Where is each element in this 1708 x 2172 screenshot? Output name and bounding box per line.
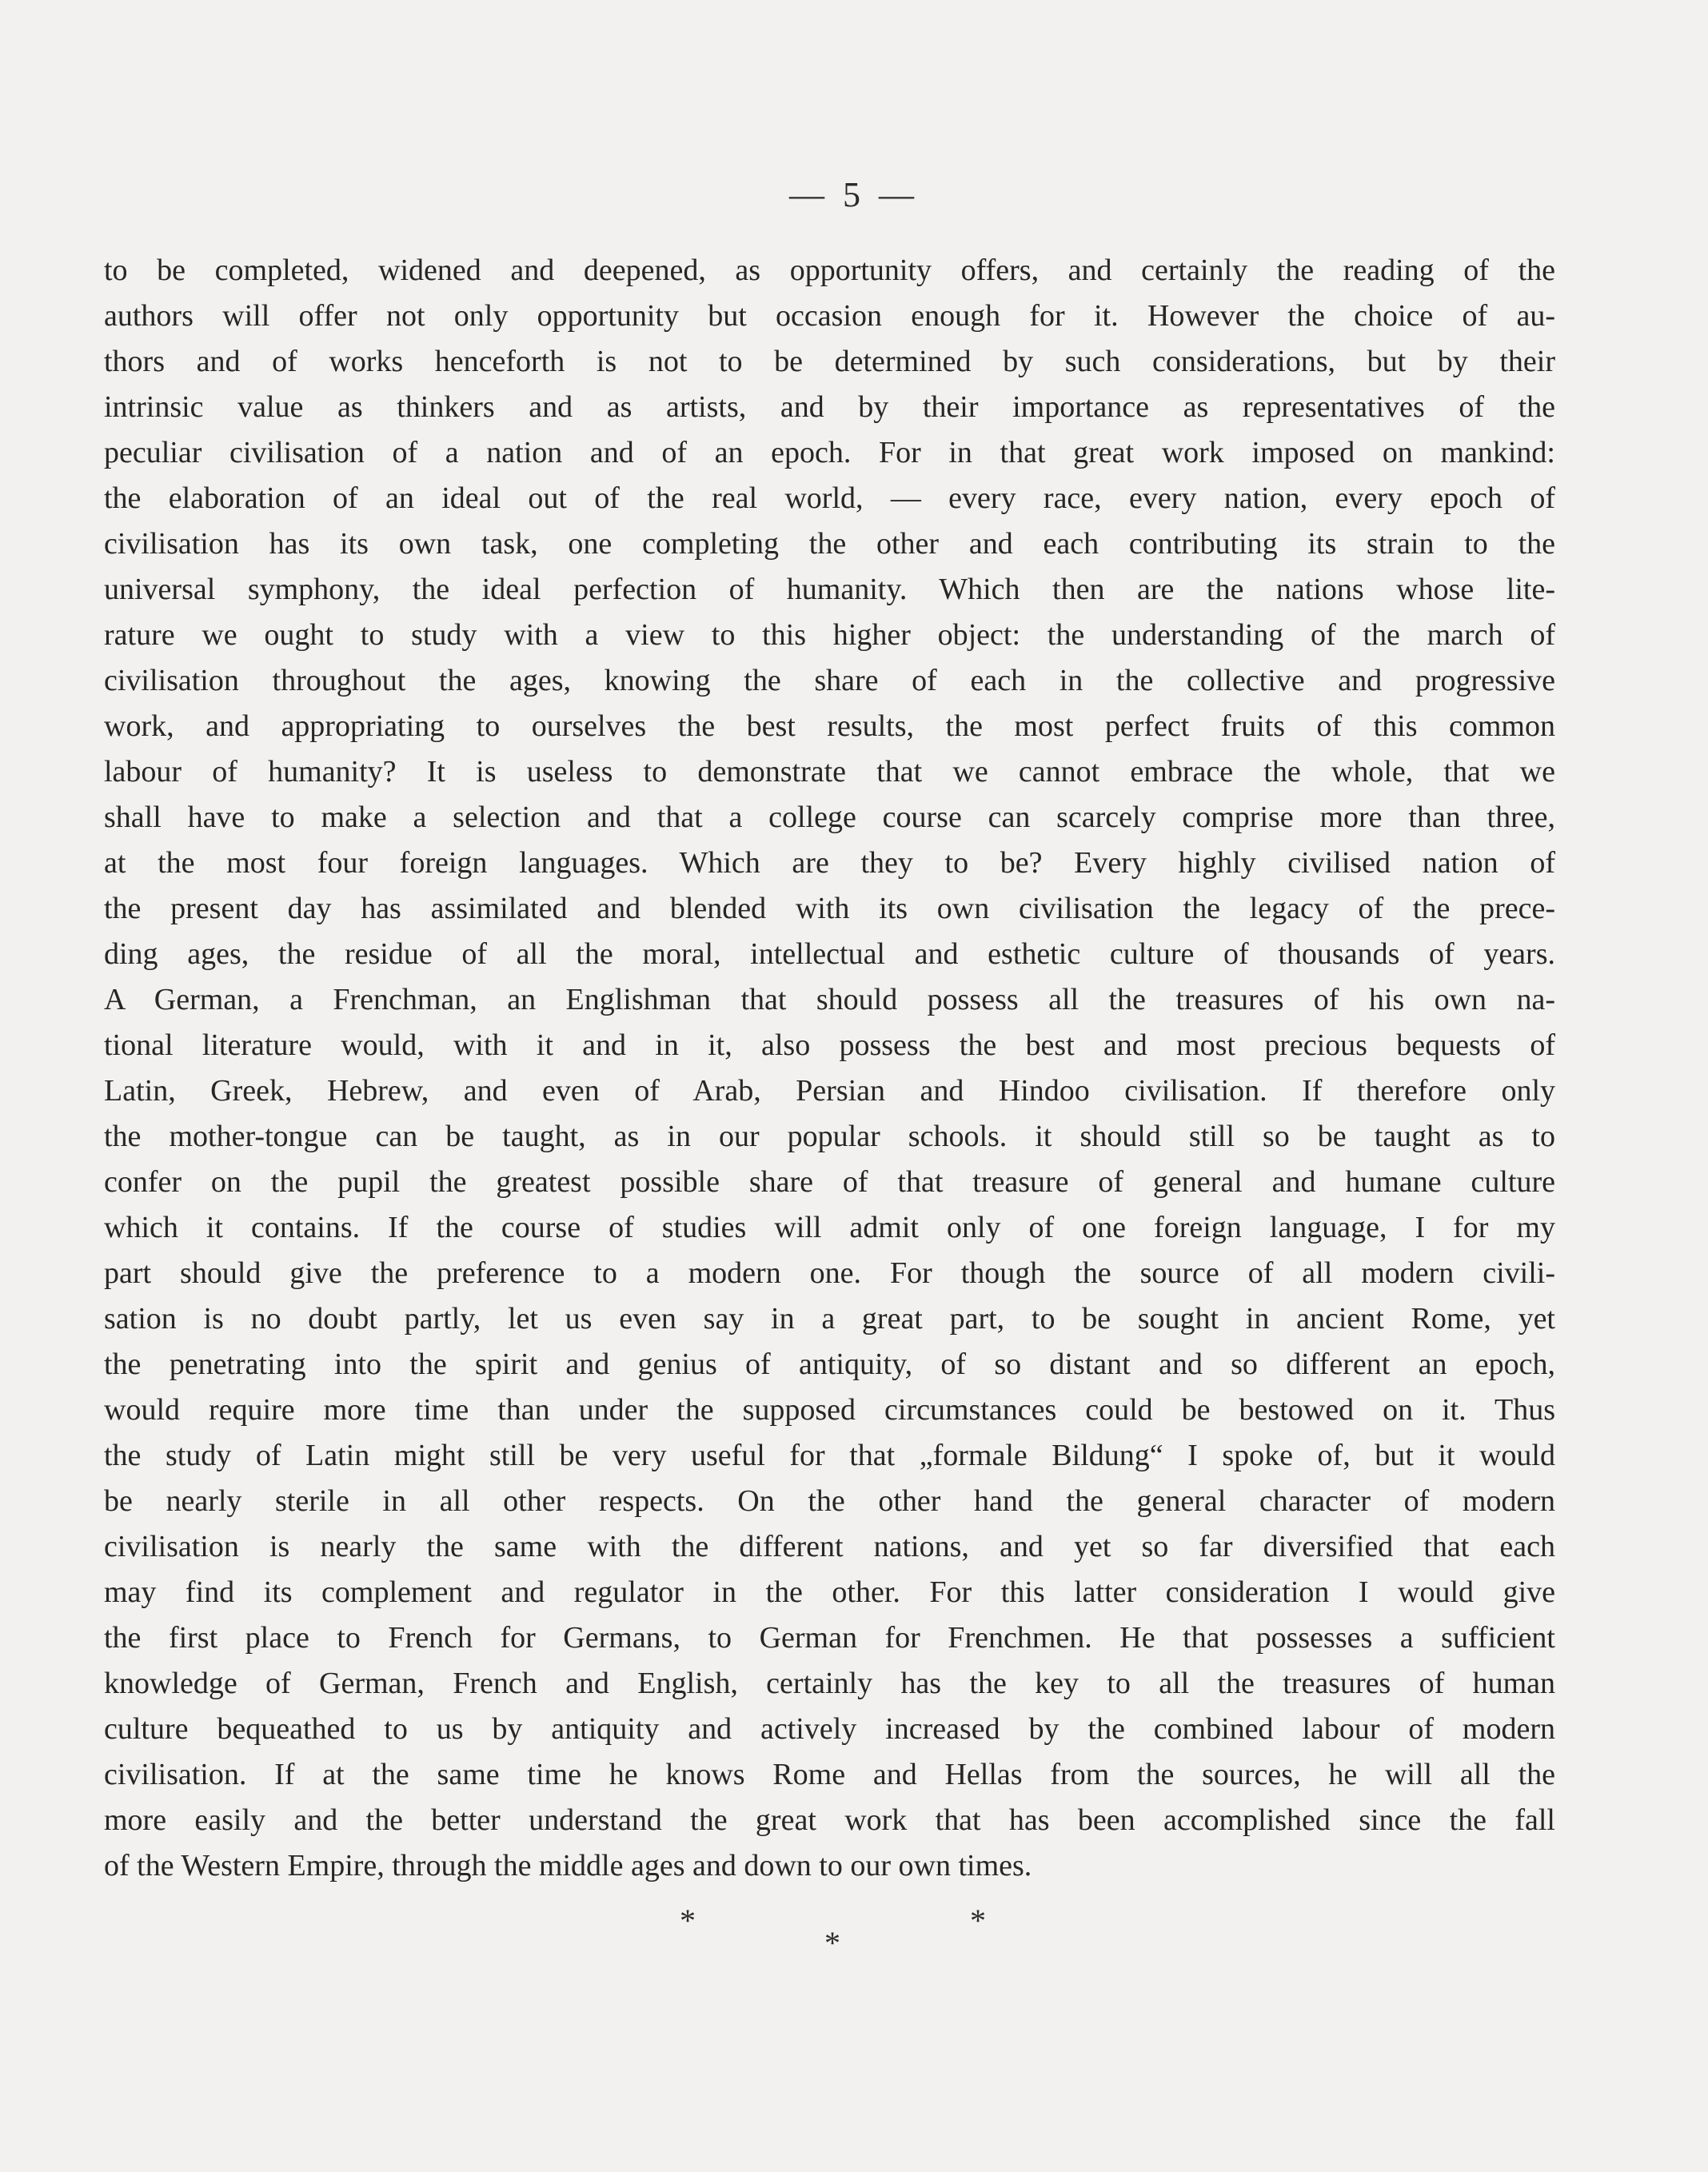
asterisk-right: * <box>970 1902 986 1938</box>
text-line: confer on the pupil the greatest possible share of that treasure of general and humane culture <box>104 1165 1555 1199</box>
text-line: A German, a Frenchman, an Englishman that should possess all the treasures of his own na- <box>104 983 1555 1016</box>
asterisk-middle: * <box>824 1925 840 1961</box>
text-line: work, and appropriating to ourselves the best results, the most perfect fruits of this common <box>104 709 1555 743</box>
text-line: civilisation has its own task, one completing the other and each contributing its strain to the <box>104 527 1555 561</box>
text-line: shall have to make a selection and that a college course can scarcely comprise more than three, <box>104 801 1555 834</box>
text-line: the mother-tongue can be taught, as in our popular schools. it should still so be taught as to <box>104 1120 1555 1153</box>
text-line: authors will offer not only opportunity but occasion enough for it. However the choice of au- <box>104 299 1555 333</box>
asterisk-left: * <box>680 1902 696 1938</box>
text-line: civilisation is nearly the same with the different nations, and yet so far diversified that each <box>104 1530 1555 1563</box>
text-line: tional literature would, with it and in it, also possess the best and most precious bequests of <box>104 1028 1555 1062</box>
text-line: sation is no doubt partly, let us even say in a great part, to be sought in ancient Rome, yet <box>104 1302 1555 1336</box>
text-line: ding ages, the residue of all the moral, intellectual and esthetic culture of thousands of years. <box>104 937 1555 971</box>
text-line: would require more time than under the supposed circumstances could be bestowed on it. Thus <box>104 1393 1555 1427</box>
text-line: the present day has assimilated and blended with its own civilisation the legacy of the prece- <box>104 892 1555 925</box>
text-line: intrinsic value as thinkers and as artists, and by their importance as representatives of the <box>104 390 1555 424</box>
text-line-last: of the Western Empire, through the middle ages and down to our own times. <box>104 1849 1032 1883</box>
text-line: the penetrating into the spirit and genius of antiquity, of so distant and so different an epoch, <box>104 1348 1555 1381</box>
text-line: which it contains. If the course of studies will admit only of one foreign language, I for my <box>104 1211 1555 1244</box>
section-separator <box>0 1902 1708 1966</box>
text-line: universal symphony, the ideal perfection of humanity. Which then are the nations whose lite- <box>104 573 1555 606</box>
text-line: at the most four foreign languages. Which are they to be? Every highly civilised nation of <box>104 846 1555 880</box>
text-line: Latin, Greek, Hebrew, and even of Arab, Persian and Hindoo civilisation. If therefore only <box>104 1074 1555 1108</box>
text-line: the study of Latin might still be very useful for that „formale Bildung“ I spoke of, but it would <box>104 1439 1555 1472</box>
text-line: the elaboration of an ideal out of the real world, — every race, every nation, every epoch of <box>104 481 1555 515</box>
text-line: part should give the preference to a modern one. For though the source of all modern civili- <box>104 1256 1555 1290</box>
text-line: to be completed, widened and deepened, as opportunity offers, and certainly the reading of the <box>104 254 1555 287</box>
body-text <box>104 248 1555 1889</box>
text-line: culture bequeathed to us by antiquity and actively increased by the combined labour of modern <box>104 1712 1555 1746</box>
text-line: thors and of works henceforth is not to be determined by such considerations, but by their <box>104 345 1555 378</box>
text-line: be nearly sterile in all other respects. On the other hand the general character of modern <box>104 1484 1555 1518</box>
text-line: the first place to French for Germans, to German for Frenchmen. He that possesses a sufficient <box>104 1621 1555 1655</box>
text-line: rature we ought to study with a view to this higher object: the understanding of the march of <box>104 618 1555 652</box>
text-line: labour of humanity? It is useless to demonstrate that we cannot embrace the whole, that we <box>104 755 1555 789</box>
text-line: civilisation. If at the same time he knows Rome and Hellas from the sources, he will all the <box>104 1758 1555 1791</box>
text-line: peculiar civilisation of a nation and of an epoch. For in that great work imposed on mankind: <box>104 436 1555 469</box>
text-line: more easily and the better understand the great work that has been accomplished since the fall <box>104 1803 1555 1837</box>
text-line: civilisation throughout the ages, knowing the share of each in the collective and progressive <box>104 664 1555 697</box>
page-number: — 5 — <box>789 175 919 214</box>
text-line: may find its complement and regulator in the other. For this latter consideration I would give <box>104 1575 1555 1609</box>
text-line: knowledge of German, French and English, certainly has the key to all the treasures of human <box>104 1667 1555 1700</box>
